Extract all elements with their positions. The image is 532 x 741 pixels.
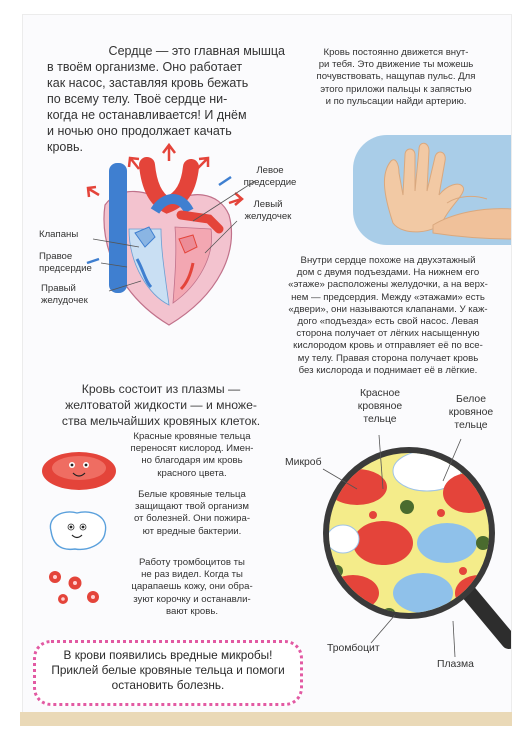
label-line: предсердие bbox=[39, 263, 92, 274]
text-line: дого «подъезда» есть свой насос. Левая bbox=[297, 316, 479, 328]
label-plasma: Плазма bbox=[437, 659, 474, 670]
label-line: тельце bbox=[454, 420, 488, 431]
label-line: Правый bbox=[41, 283, 76, 294]
text-line: остановить болезнь. bbox=[111, 678, 225, 692]
label-microbe: Микроб bbox=[285, 457, 322, 468]
label-valves: Клапаны bbox=[39, 229, 79, 240]
label-line: предсердие bbox=[243, 177, 297, 188]
label-line: Левый bbox=[253, 199, 283, 210]
text-line: защищают твой организм bbox=[135, 501, 249, 513]
text-line: Внутри сердце похоже на двухэтажный bbox=[300, 255, 476, 266]
text-line: царапаешь кожу, они обра- bbox=[131, 581, 253, 593]
page-bottom-strip bbox=[20, 712, 512, 726]
callout-text bbox=[36, 643, 300, 698]
text-line: нем — предсердия. Между «этажами» есть bbox=[291, 291, 485, 303]
text-line: как насос, заставляя кровь бежать bbox=[47, 76, 249, 90]
label-line: кровяное bbox=[357, 401, 403, 412]
text-line: без кислорода и поднимает её в лёгкие. bbox=[298, 364, 478, 376]
text-line: В крови появились вредные микробы! bbox=[63, 648, 273, 662]
text-line: по всему телу. Твоё сердце ни- bbox=[47, 92, 228, 106]
text-line: не раз видел. Когда ты bbox=[141, 569, 243, 581]
text-line: и по пульсации найди артерию. bbox=[325, 95, 467, 107]
label-line: желудочек bbox=[41, 295, 88, 306]
text-line: дом с двумя подъездами. На нижнем его bbox=[296, 267, 480, 279]
label-white-cell bbox=[435, 393, 507, 432]
text-line: Работу тромбоцитов ты bbox=[139, 557, 245, 568]
text-line: Кровь состоит из плазмы — bbox=[81, 382, 241, 396]
text-line: кровь. bbox=[47, 140, 83, 154]
sticker-task-callout bbox=[33, 640, 303, 706]
text-line: в твоём организме. Оно работает bbox=[47, 60, 243, 74]
text-line: ют вредные бактерии. bbox=[142, 525, 242, 537]
label-line: Правое bbox=[39, 251, 73, 262]
text-line: ства мельчайших кровяных клеток. bbox=[61, 414, 261, 428]
text-line: ри тебя. Это движение ты можешь bbox=[318, 59, 474, 71]
text-line: Приклей белые кровяные тельца и помоги bbox=[51, 663, 285, 677]
text-line: переносят кислород. Имен- bbox=[130, 443, 254, 455]
text-line: красного цвета. bbox=[157, 467, 227, 479]
text-line: желтоватой жидкости — и множе- bbox=[65, 398, 257, 412]
magnifier-leader-lines bbox=[23, 15, 512, 714]
text-line: Красные кровяные тельца bbox=[133, 431, 251, 442]
text-line: Белые кровяные тельца bbox=[138, 489, 246, 500]
label-line: желудочек bbox=[244, 211, 292, 222]
text-line: «этаже» расположены желудочки, а на верх- bbox=[288, 279, 488, 291]
text-line: Кровь постоянно движется внут- bbox=[323, 47, 469, 58]
book-page bbox=[22, 14, 512, 714]
text-line: Сердце — это главная мышца bbox=[108, 44, 285, 58]
label-line: тельце bbox=[363, 414, 397, 425]
text-line: от болезней. Они пожира- bbox=[133, 513, 251, 525]
text-line: но благодаря им кровь bbox=[141, 455, 243, 467]
text-line: этого приложи пальцы к запястью bbox=[320, 83, 472, 95]
label-line: кровяное bbox=[448, 407, 494, 418]
label-line: Белое bbox=[456, 394, 486, 405]
text-line: «двери», они называются клапанами. У каж- bbox=[288, 303, 488, 315]
text-line: му телу. Правая сторона получает кровь bbox=[297, 352, 479, 364]
label-red-cell bbox=[345, 387, 415, 426]
text-line: сторона получает от лёгких насыщенную bbox=[296, 328, 480, 340]
text-line: зуют корочку и останавли- bbox=[133, 593, 251, 605]
text-line: когда не останавливается! И днём bbox=[47, 108, 247, 122]
label-platelet: Тромбоцит bbox=[327, 643, 380, 654]
text-line: почувствовать, нащупав пульс. Для bbox=[316, 71, 476, 83]
text-line: кислородом кровь и отправляет её по все- bbox=[293, 340, 483, 352]
text-line: и ночью оно продолжает качать bbox=[47, 124, 232, 138]
label-line: Левое bbox=[256, 165, 284, 176]
label-line: Красное bbox=[359, 388, 401, 399]
text-line: вают кровь. bbox=[166, 605, 218, 617]
